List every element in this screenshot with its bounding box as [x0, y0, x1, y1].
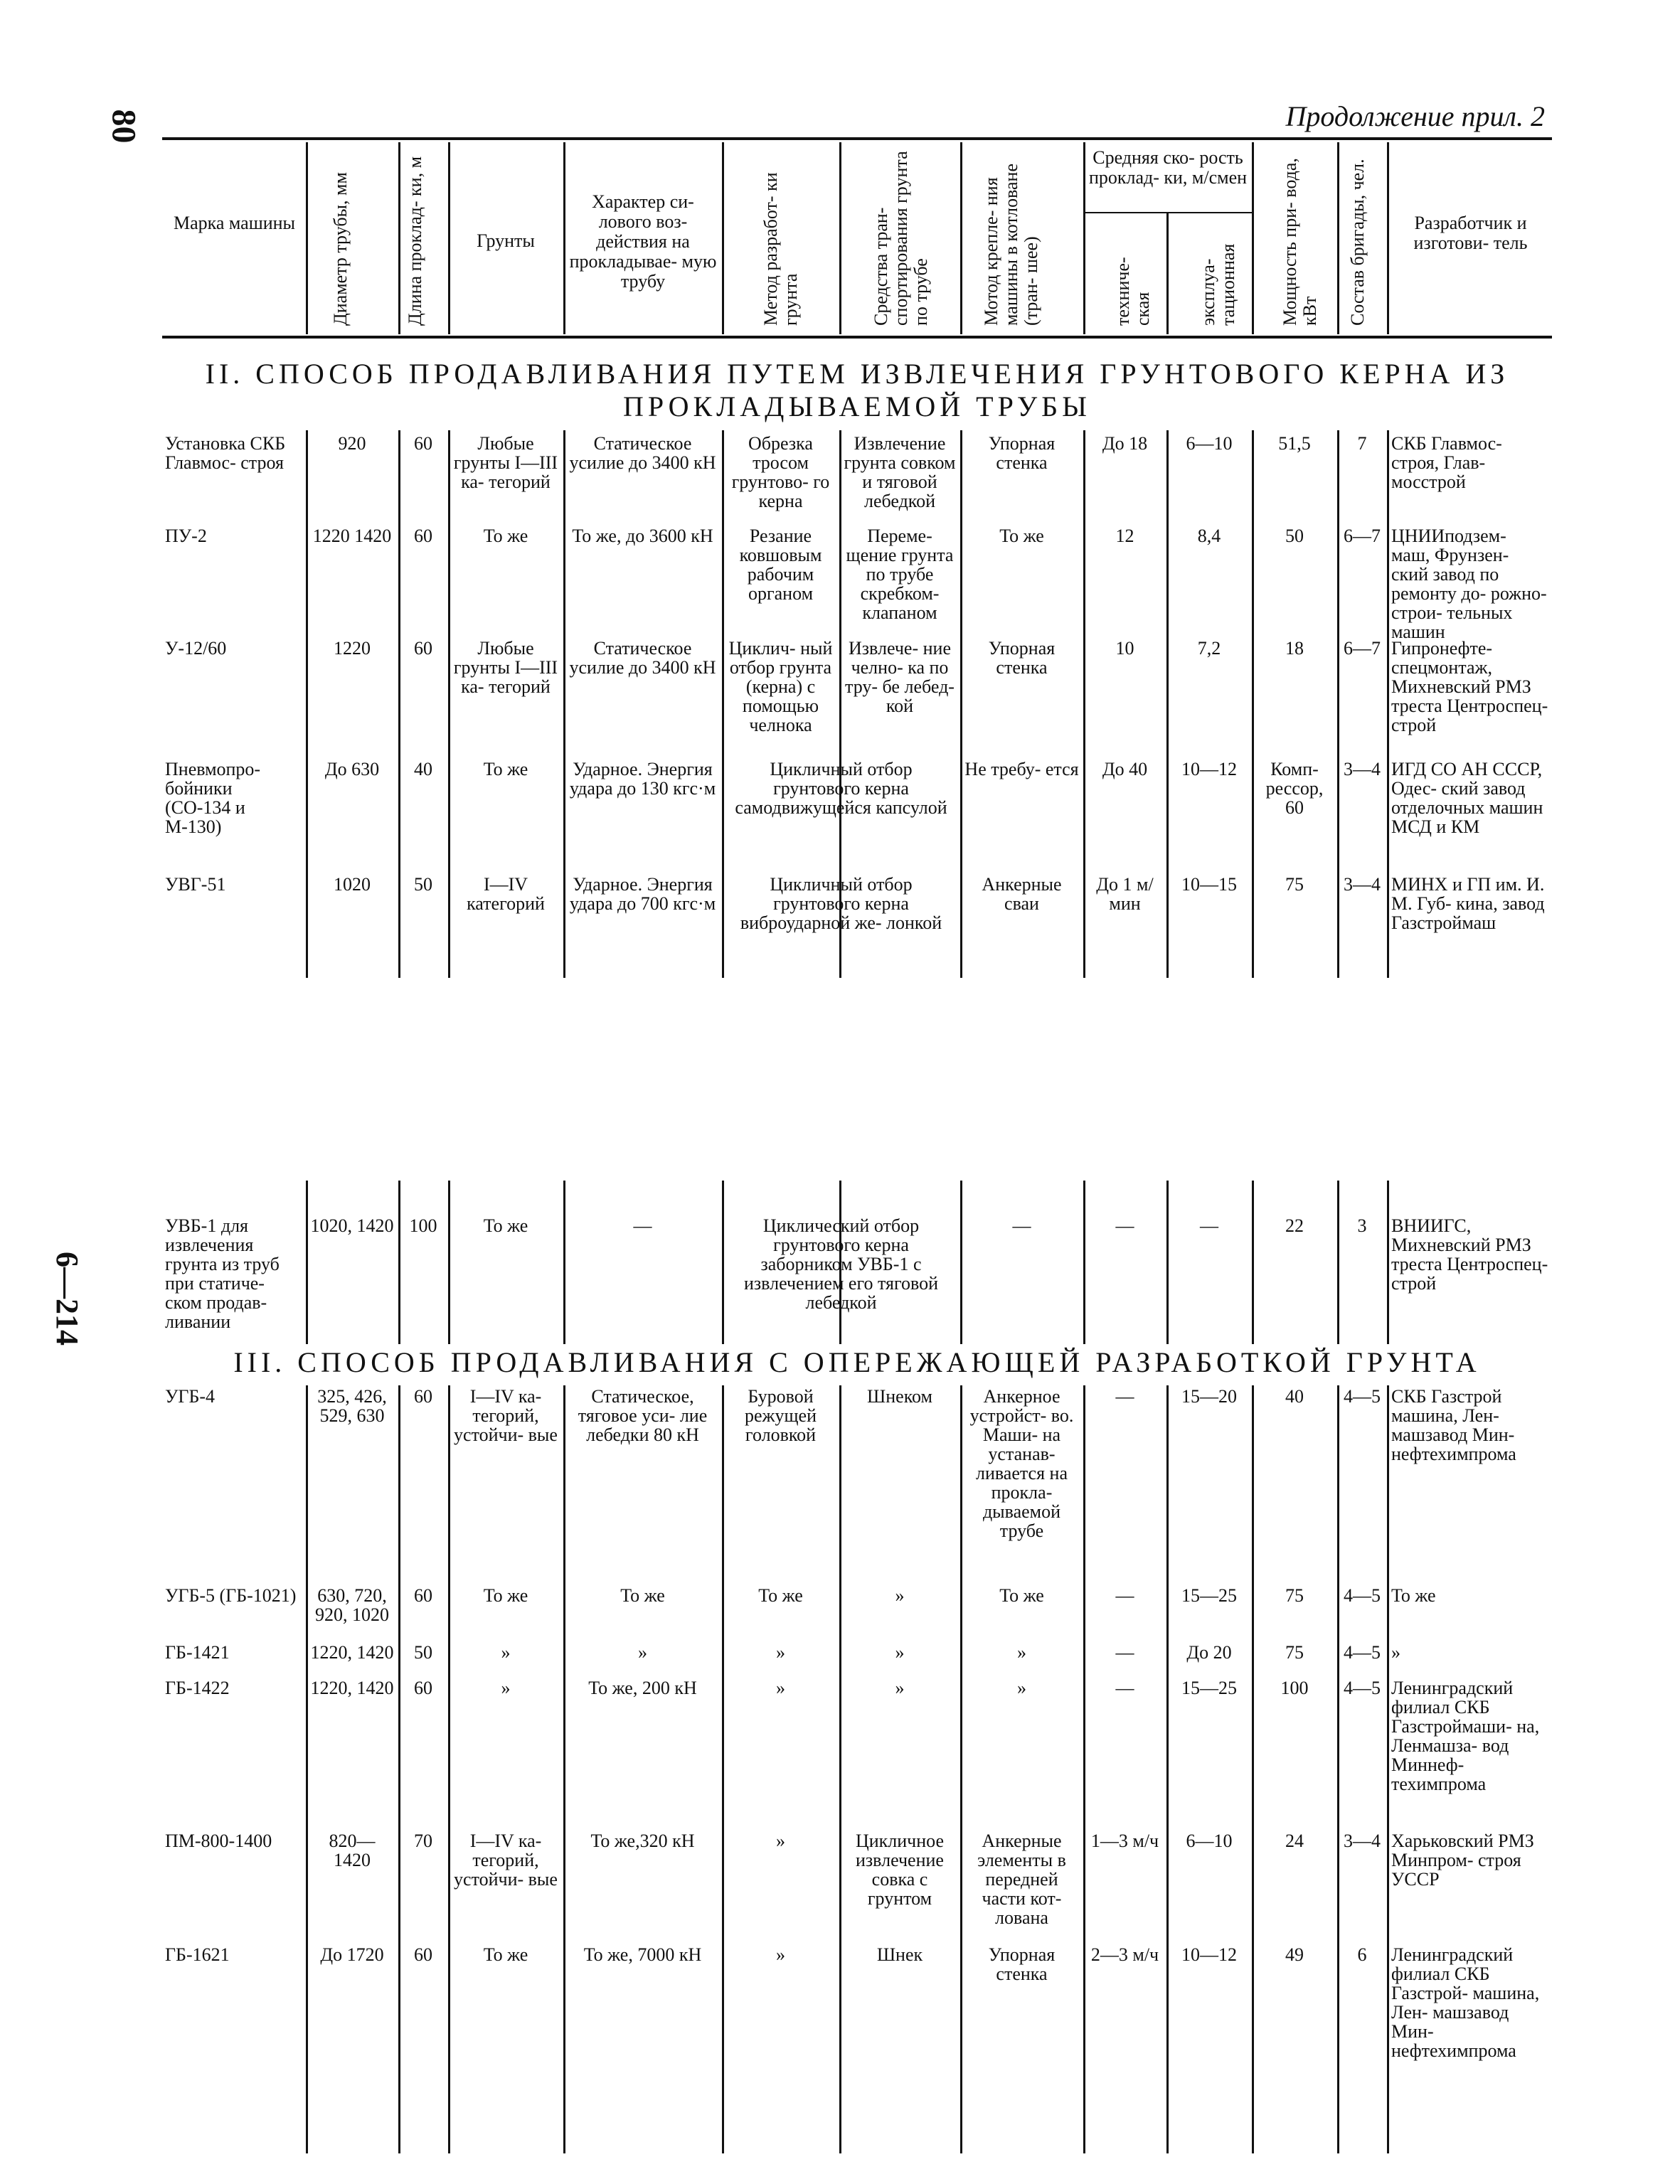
col-header-brand: Марка машины [173, 213, 296, 233]
cell-force: — [633, 1215, 652, 1236]
cell-oper: 15—25 [1181, 1678, 1237, 1698]
cell-brand: Установка СКБ Главмос- строя [165, 433, 286, 473]
column-divider [1337, 1181, 1339, 1344]
cell-power: 75 [1285, 874, 1304, 895]
column-divider [722, 1385, 724, 2153]
cell-transport: » [895, 1678, 905, 1698]
cell-force: Статическое усилие до 3400 кН [569, 638, 716, 678]
cell-crew: 6—7 [1344, 526, 1381, 546]
cell-transport: » [895, 1585, 905, 1606]
cell-len: 70 [414, 1831, 432, 1851]
cell-crew: 4—5 [1344, 1678, 1381, 1698]
continuation-label: Продолжение прил. 2 [1285, 100, 1545, 132]
header-divider [839, 142, 841, 334]
cell-crew: 4—5 [1344, 1585, 1381, 1606]
header-divider [722, 142, 724, 334]
column-divider [722, 1181, 724, 1344]
cell-force: То же,320 кН [590, 1831, 695, 1851]
column-divider [1337, 1385, 1339, 2153]
header-divider [1252, 142, 1254, 334]
column-divider [1252, 430, 1254, 978]
cell-method: То же [758, 1585, 803, 1606]
header-bottom-rule [162, 336, 1552, 339]
cell-method: » [776, 1678, 785, 1698]
cell-len: 60 [414, 1944, 432, 1965]
cell-force: » [638, 1642, 647, 1663]
cell-soil: То же [483, 1944, 528, 1965]
cell-diam: 325, 426, 529, 630 [317, 1386, 387, 1426]
column-divider [1083, 430, 1085, 978]
cell-power: Комп- рессор, 60 [1265, 759, 1324, 818]
col-header-speed-group: Средняя ско- рость проклад- ки, м/смен [1088, 147, 1248, 188]
cell-oper: 15—20 [1181, 1386, 1237, 1407]
cell-diam: 1020 [334, 874, 371, 895]
cell-fix: То же [999, 1585, 1044, 1606]
cell-power: 22 [1285, 1215, 1304, 1236]
cell-maker: СКБ Главмос- строя, Глав- мосстрой [1391, 433, 1502, 492]
cell-method: Циклич- ный отбор грунта (керна) с помощью челнока [728, 638, 833, 735]
cell-diam: 820— 1420 [329, 1831, 376, 1870]
cell-maker: То же [1391, 1585, 1436, 1606]
column-divider [722, 430, 724, 978]
cell-power: 49 [1285, 1944, 1304, 1965]
cell-fix: Не требу- ется [964, 759, 1079, 779]
column-divider [1387, 1385, 1389, 2153]
col-header-power: Мощность при- вода, кВт [1280, 158, 1320, 326]
cell-force: Статическое, тяговое уси- лие лебедки 80 кН [578, 1386, 708, 1445]
column-divider [306, 1181, 308, 1344]
cell-method: » [776, 1642, 785, 1663]
cell-len: 40 [414, 759, 432, 779]
cell-method: Циклический отбор грунтового керна заборником УВБ-1 с извлечением его тяговой лебедкой [744, 1215, 938, 1313]
cell-fix: То же [999, 526, 1044, 546]
column-divider [1387, 1181, 1389, 1344]
cell-len: 60 [414, 433, 432, 454]
cell-soil: Любые грунты I—III ка- тегорий [453, 433, 558, 492]
cell-crew: 4—5 [1344, 1642, 1381, 1663]
cell-transport: Цикличное извлечение совка с грунтом [855, 1831, 945, 1909]
cell-force: Ударное. Энергия удара до 130 кгс·м [569, 759, 716, 799]
cell-crew: 7 [1357, 433, 1367, 454]
cell-maker: ВНИИГС, Михневский РМЗ треста Центроспец- строй [1391, 1215, 1548, 1294]
cell-maker: ЦНИИподзем- маш, Фрунзен- ский завод по ремонту до- рожно-строи- тельных машин [1391, 526, 1547, 642]
cell-crew: 4—5 [1344, 1386, 1381, 1407]
cell-power: 100 [1280, 1678, 1309, 1698]
speed-group-rule [1083, 212, 1252, 213]
cell-oper: 10—15 [1181, 874, 1237, 895]
cell-diam: 630, 720, 920, 1020 [315, 1585, 389, 1625]
cell-diam: До 630 [324, 759, 380, 779]
cell-fix: Упорная стенка [988, 433, 1056, 473]
cell-crew: 3—4 [1344, 874, 1381, 895]
header-divider [398, 142, 400, 334]
col-header-method: Метод разработ- ки грунта [760, 172, 801, 326]
cell-fix: Упорная стенка [988, 1944, 1056, 1984]
cell-len: 50 [414, 874, 432, 895]
cell-brand: УВБ-1 для извлечения грунта из труб при статиче- ском продав- ливании [165, 1215, 280, 1332]
cell-crew: 6 [1357, 1944, 1367, 1965]
cell-force: То же, 7000 кН [583, 1944, 702, 1965]
cell-brand: УВГ-51 [165, 874, 226, 895]
cell-oper: 6—10 [1186, 1831, 1233, 1851]
cell-maker: » [1391, 1642, 1400, 1663]
cell-transport: Шнеком [867, 1386, 932, 1407]
cell-diam: До 1720 [320, 1944, 384, 1965]
cell-method: Цикличный отбор грунтового керна виброударной же- лонкой [740, 874, 942, 933]
header-top-rule [162, 137, 1552, 140]
cell-power: 24 [1285, 1831, 1304, 1851]
col-header-maker: Разработчик и изготови- тель [1413, 213, 1528, 253]
column-divider [563, 430, 565, 978]
cell-power: 40 [1285, 1386, 1304, 1407]
cell-fix: — [1012, 1215, 1031, 1236]
cell-brand: У-12/60 [165, 638, 227, 659]
column-divider [306, 1385, 308, 2153]
cell-tech: — [1115, 1215, 1134, 1236]
cell-soil: То же [483, 526, 528, 546]
cell-crew: 3—4 [1344, 1831, 1381, 1851]
cell-brand: ГБ-1421 [165, 1642, 230, 1663]
column-divider [960, 1181, 962, 1344]
cell-transport: Переме- щение грунта по трубе скребком- клапаном [846, 526, 954, 623]
cell-brand: ГБ-1422 [165, 1678, 230, 1698]
section-3-title: III. СПОСОБ ПРОДАВЛИВАНИЯ С ОПЕРЕЖАЮЩЕЙ РАЗРАБОТКОЙ ГРУНТА [233, 1346, 1481, 1378]
col-header-speed-oper: эксплуа- тационная [1198, 243, 1238, 326]
column-divider [306, 430, 308, 978]
cell-len: 60 [414, 638, 432, 659]
cell-power: 75 [1285, 1585, 1304, 1606]
col-header-fixing: Мотод крепле- ния машины в котловане (тран- шее) [981, 164, 1041, 326]
cell-transport: Шнек [876, 1944, 923, 1965]
cell-brand: УГБ-4 [165, 1386, 216, 1407]
cell-brand: УГБ-5 (ГБ-1021) [165, 1585, 297, 1606]
column-divider [1166, 430, 1169, 978]
cell-diam: 920 [338, 433, 366, 454]
cell-fix: » [1017, 1642, 1026, 1663]
col-header-crew: Состав бригады, чел. [1347, 159, 1368, 326]
cell-tech: До 40 [1102, 759, 1148, 779]
side-code: 6—214 [50, 1252, 85, 1346]
column-divider [448, 1385, 450, 2153]
cell-tech: До 18 [1102, 433, 1148, 454]
cell-power: 75 [1285, 1642, 1304, 1663]
cell-tech: 10 [1115, 638, 1134, 659]
cell-oper: 15—25 [1181, 1585, 1237, 1606]
cell-diam: 1220 1420 [312, 526, 392, 546]
column-divider [398, 430, 400, 978]
cell-method: Резание ковшовым рабочим органом [739, 526, 822, 604]
cell-transport: Извлечение грунта совком и тяговой лебедкой [844, 433, 956, 511]
cell-transport: Извлече- ние челно- ка по тру- бе лебед- кой [845, 638, 955, 716]
column-divider [563, 1385, 565, 2153]
section-2-title: II. СПОСОБ ПРОДАВЛИВАНИЯ ПУТЕМ ИЗВЛЕЧЕНИЯ ГРУНТОВОГО КЕРНА ИЗ ПРОКЛАДЫВАЕМОЙ ТРУБЫ [205, 358, 1509, 422]
cell-crew: 3—4 [1344, 759, 1381, 779]
col-header-length: Длина проклад- ки, м [405, 156, 425, 326]
header-divider [306, 142, 308, 334]
cell-soil: » [501, 1678, 511, 1698]
column-divider [448, 430, 450, 978]
cell-oper: 10—12 [1181, 759, 1237, 779]
cell-brand: Пневмопро- бойники (СО-134 и М-130) [165, 759, 261, 837]
cell-len: 60 [414, 1585, 432, 1606]
page-number: 80 [105, 109, 143, 144]
cell-soil: То же [483, 1215, 528, 1236]
cell-soil: То же [483, 759, 528, 779]
cell-fix: Анкерное устройст- во. Маши- на устанав- ливается на прокла- дываемой трубе [969, 1386, 1074, 1541]
header-divider [1387, 142, 1389, 334]
cell-oper: 8,4 [1197, 526, 1221, 546]
cell-force: То же [620, 1585, 665, 1606]
column-divider [1387, 430, 1389, 978]
cell-force: Статическое усилие до 3400 кН [569, 433, 716, 473]
column-divider [1083, 1385, 1085, 2153]
cell-len: 60 [414, 1386, 432, 1407]
cell-method: » [776, 1944, 785, 1965]
cell-method: Буровой режущей головкой [745, 1386, 817, 1445]
column-divider [448, 1181, 450, 1344]
header-divider [1166, 213, 1169, 334]
cell-fix: Упорная стенка [988, 638, 1056, 678]
cell-power: 51,5 [1278, 433, 1311, 454]
cell-method: Цикличный отбор грунтового керна самодвижущейся капсулой [735, 759, 947, 818]
cell-soil: » [501, 1642, 511, 1663]
column-divider [1337, 430, 1339, 978]
cell-brand: ГБ-1621 [165, 1944, 230, 1965]
header-divider [960, 142, 962, 334]
cell-tech: 12 [1115, 526, 1134, 546]
cell-fix: Анкерные элементы в передней части кот- лована [977, 1831, 1066, 1928]
col-header-transport: Средства тран- спортирования грунта по трубе [871, 151, 931, 326]
cell-diam: 1220, 1420 [310, 1642, 394, 1663]
cell-tech: — [1115, 1678, 1134, 1698]
cell-transport: » [895, 1642, 905, 1663]
cell-maker: Гипронефте- спецмонтаж, Михневский РМЗ треста Центроспец- строй [1391, 638, 1548, 735]
cell-oper: 7,2 [1197, 638, 1221, 659]
cell-tech: — [1115, 1386, 1134, 1407]
cell-len: 60 [414, 526, 432, 546]
cell-tech: — [1115, 1585, 1134, 1606]
cell-tech: 2—3 м/ч [1090, 1944, 1159, 1965]
cell-oper: 10—12 [1181, 1944, 1237, 1965]
cell-tech: До 1 м/мин [1096, 874, 1154, 914]
cell-crew: 3 [1357, 1215, 1367, 1236]
cell-maker: Ленинградский филиал СКБ Газстрой- машина, Лен- машзавод Мин- нефтехимпрома [1391, 1944, 1540, 2061]
cell-power: 50 [1285, 526, 1304, 546]
cell-diam: 1220 [334, 638, 371, 659]
cell-force: То же, 200 кН [588, 1678, 697, 1698]
cell-fix: » [1017, 1678, 1026, 1698]
cell-len: 50 [414, 1642, 432, 1663]
cell-oper: 6—10 [1186, 433, 1233, 454]
cell-force: Ударное. Энергия удара до 700 кгс·м [569, 874, 716, 914]
cell-soil: То же [483, 1585, 528, 1606]
column-divider [1252, 1385, 1254, 2153]
column-divider [1083, 1181, 1085, 1344]
header-divider [1337, 142, 1339, 334]
cell-tech: — [1115, 1642, 1134, 1663]
cell-soil: Любые грунты I—III ка- тегорий [453, 638, 558, 697]
column-divider [563, 1181, 565, 1344]
cell-oper: До 20 [1186, 1642, 1232, 1663]
cell-brand: ПМ-800-1400 [165, 1831, 272, 1851]
cell-diam: 1220, 1420 [310, 1678, 394, 1698]
column-divider [960, 430, 962, 978]
col-header-soils: Грунты [477, 230, 535, 251]
col-header-diameter: Диаметр трубы, мм [330, 172, 351, 326]
cell-maker: Ленинградский филиал СКБ Газстроймаши- на, Ленмашза- вод Миннеф- техимпрома [1391, 1678, 1540, 1794]
cell-power: 18 [1285, 638, 1304, 659]
cell-fix: Анкерные сваи [982, 874, 1062, 914]
cell-oper: — [1200, 1215, 1218, 1236]
cell-soil: I—IV ка- тегорий, устойчи- вые [454, 1386, 558, 1445]
cell-len: 100 [409, 1215, 437, 1236]
cell-method: » [776, 1831, 785, 1851]
cell-force: То же, до 3600 кН [572, 526, 713, 546]
column-divider [398, 1385, 400, 2153]
cell-tech: 1—3 м/ч [1090, 1831, 1159, 1851]
cell-method: Обрезка тросом грунтово- го керна [731, 433, 830, 511]
cell-maker: Харьковский РМЗ Минпром- строя УССР [1391, 1831, 1534, 1890]
col-header-force: Характер си- лового воз- действия на прокладывае- мую трубу [569, 191, 717, 292]
cell-maker: МИНХ и ГП им. И. М. Губ- кина, завод Газстроймаш [1391, 874, 1545, 933]
cell-soil: I—IV категорий [467, 874, 545, 914]
cell-crew: 6—7 [1344, 638, 1381, 659]
column-divider [960, 1385, 962, 2153]
cell-len: 60 [414, 1678, 432, 1698]
column-divider [839, 1385, 841, 2153]
col-header-speed-tech: техниче- ская [1112, 257, 1153, 326]
cell-maker: СКБ Газстрой машина, Лен- машзавод Мин- нефтехимпрома [1391, 1386, 1516, 1464]
column-divider [1166, 1385, 1169, 2153]
cell-soil: I—IV ка- тегорий, устойчи- вые [454, 1831, 558, 1890]
cell-maker: ИГД СО АН СССР, Одес- ский завод отделочных машин МСД и КМ [1391, 759, 1543, 837]
cell-brand: ПУ-2 [165, 526, 207, 546]
column-divider [398, 1181, 400, 1344]
column-divider [1166, 1181, 1169, 1344]
column-divider [1252, 1181, 1254, 1344]
cell-diam: 1020, 1420 [310, 1215, 394, 1236]
